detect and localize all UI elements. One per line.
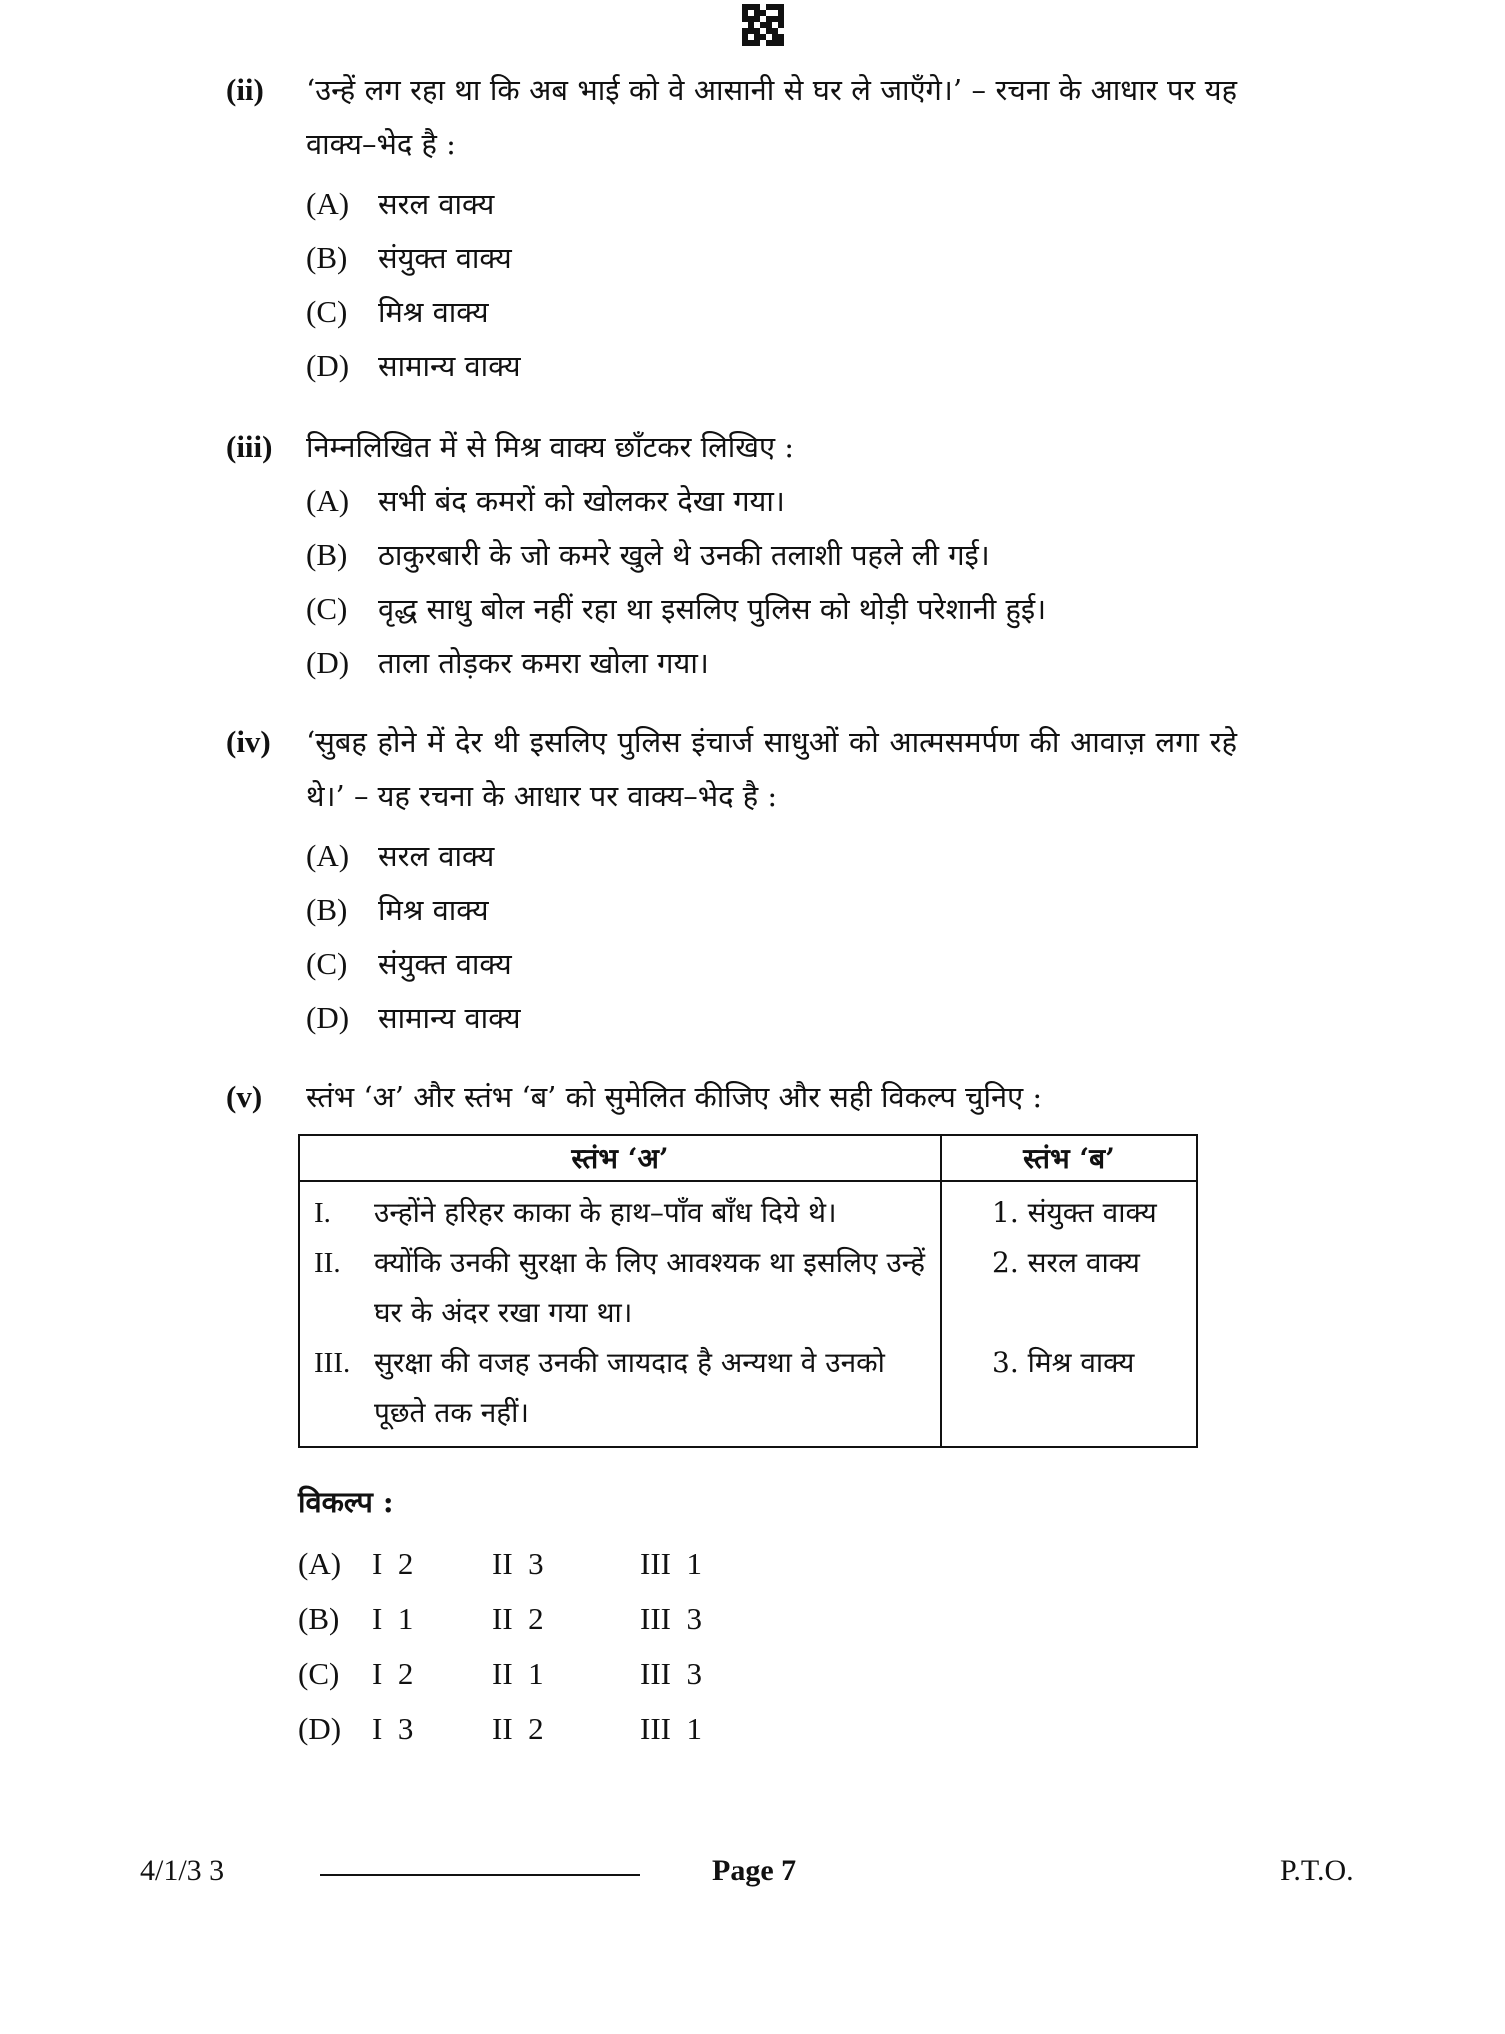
page-footer	[0, 1854, 1505, 1894]
option-text: सामान्य वाक्य	[378, 349, 521, 383]
question-number: (v)	[226, 1079, 263, 1114]
column-a-cell	[299, 1181, 941, 1447]
option-d	[306, 636, 1237, 690]
question-text: निम्नलिखित में से मिश्र वाक्य छाँटकर लिखिए :	[306, 430, 795, 464]
option-text: सामान्य वाक्य	[378, 1001, 521, 1035]
question-iii	[226, 420, 1237, 690]
option-text: ताला तोड़कर कमरा खोला गया।	[378, 646, 709, 680]
option-text: संयुक्त वाक्य	[378, 947, 512, 981]
options-list	[306, 177, 1237, 393]
spacer	[956, 1288, 1182, 1338]
option-text: संयुक्त वाक्य	[378, 241, 512, 275]
option-label: (C)	[306, 294, 348, 329]
pto-label: P.T.O.	[1280, 1854, 1354, 1887]
option-label: (B)	[306, 240, 348, 275]
question-text: स्तंभ ‘अ’ और स्तंभ ‘ब’ को सुमेलित कीजिए और सही विकल्प चुनिए :	[306, 1080, 1043, 1114]
column-b-header: स्तंभ ‘ब’	[941, 1135, 1197, 1181]
option-label: (A)	[306, 838, 350, 873]
column-a-item	[314, 1338, 926, 1438]
item-number: II.	[314, 1247, 341, 1279]
question-ii	[226, 63, 1237, 393]
option-c	[306, 582, 1237, 636]
option-label: (D)	[306, 1000, 350, 1035]
paper-code: 4/1/3 3	[140, 1854, 225, 1887]
option-label: (A)	[298, 1545, 342, 1581]
option-label: (C)	[298, 1655, 340, 1691]
option-text: सरल वाक्य	[378, 187, 495, 221]
table-row	[299, 1181, 1197, 1447]
option-b	[306, 231, 1237, 285]
question-text: ‘सुबह होने में देर थी इसलिए पुलिस इंचार्ज साधुओं को आत्मसमर्पण की आवाज़ लगा रहे थे।’ – यह रचना के आधार पर वाक्य–भेद है :	[306, 725, 1237, 813]
vikalp-option-c	[298, 1646, 760, 1701]
match-ii: II 2	[492, 1600, 544, 1636]
question-number: (ii)	[226, 72, 264, 107]
option-b	[306, 528, 1237, 582]
match-ii: II 1	[492, 1655, 544, 1691]
option-a	[306, 177, 1237, 231]
match-ii: II 2	[492, 1710, 544, 1746]
question-iv	[226, 715, 1237, 1045]
option-text: मिश्र वाक्य	[378, 295, 489, 329]
match-iii: III 3	[640, 1655, 702, 1691]
column-b-cell	[941, 1181, 1197, 1447]
vikalp-heading: विकल्प :	[298, 1485, 394, 1519]
match-ii: II 3	[492, 1545, 544, 1581]
item-text: उन्होंने हरिहर काका के हाथ–पाँव बाँध दिये थे।	[374, 1196, 837, 1229]
vikalp-option-d	[298, 1701, 760, 1756]
column-a-item	[314, 1188, 926, 1238]
option-label: (A)	[306, 483, 350, 518]
column-b-item: 3. मिश्र वाक्य	[992, 1346, 1135, 1379]
option-label: (B)	[298, 1600, 340, 1636]
column-a-header: स्तंभ ‘अ’	[299, 1135, 941, 1181]
option-text: मिश्र वाक्य	[378, 893, 489, 927]
option-label: (D)	[306, 645, 350, 680]
option-label: (D)	[306, 348, 350, 383]
options-list	[306, 474, 1237, 690]
item-number: III.	[314, 1347, 351, 1379]
option-d	[306, 991, 1237, 1045]
match-i: I 3	[372, 1710, 414, 1746]
option-b	[306, 883, 1237, 937]
option-label: (B)	[306, 892, 348, 927]
option-c	[306, 285, 1237, 339]
match-iii: III 3	[640, 1600, 702, 1636]
option-text: ठाकुरबारी के जो कमरे खुले थे उनकी तलाशी पहले ली गई।	[378, 538, 990, 572]
question-text: ‘उन्हें लग रहा था कि अब भाई को वे आसानी से घर ले जाएँगे।’ – रचना के आधार पर यह वाक्य–भेद है :	[306, 73, 1237, 161]
column-b-item: 1. संयुक्त वाक्य	[992, 1196, 1157, 1229]
option-label: (D)	[298, 1710, 342, 1746]
match-i: I 2	[372, 1545, 414, 1581]
option-label: (A)	[306, 186, 350, 221]
option-a	[306, 474, 1237, 528]
options-list	[306, 829, 1237, 1045]
table-header-row	[299, 1135, 1197, 1181]
qr-code	[742, 4, 784, 46]
option-text: वृद्ध साधु बोल नहीं रहा था इसलिए पुलिस को थोड़ी परेशानी हुई।	[378, 592, 1047, 626]
question-number: (iii)	[226, 429, 273, 464]
item-number: I.	[314, 1197, 331, 1229]
vikalp-options	[298, 1536, 760, 1756]
option-label: (C)	[306, 591, 348, 626]
option-text: सरल वाक्य	[378, 839, 495, 873]
option-a	[306, 829, 1237, 883]
page-number: Page 7	[712, 1854, 797, 1887]
match-iii: III 1	[640, 1545, 702, 1581]
option-text: सभी बंद कमरों को खोलकर देखा गया।	[378, 484, 785, 518]
column-b-item: 2. सरल वाक्य	[992, 1246, 1140, 1279]
vikalp-option-a	[298, 1536, 760, 1591]
match-table	[298, 1134, 1198, 1448]
match-iii: III 1	[640, 1710, 702, 1746]
footer-rule	[320, 1874, 640, 1876]
match-i: I 2	[372, 1655, 414, 1691]
item-text: सुरक्षा की वजह उनकी जायदाद है अन्यथा वे उनको पूछते तक नहीं।	[374, 1346, 885, 1429]
vikalp-option-b	[298, 1591, 760, 1646]
option-c	[306, 937, 1237, 991]
column-a-item	[314, 1238, 926, 1338]
question-v	[226, 1070, 1237, 1124]
option-d	[306, 339, 1237, 393]
option-label: (B)	[306, 537, 348, 572]
match-i: I 1	[372, 1600, 414, 1636]
item-text: क्योंकि उनकी सुरक्षा के लिए आवश्यक था इसलिए उन्हें घर के अंदर रखा गया था।	[374, 1246, 925, 1329]
option-label: (C)	[306, 946, 348, 981]
question-number: (iv)	[226, 724, 271, 759]
